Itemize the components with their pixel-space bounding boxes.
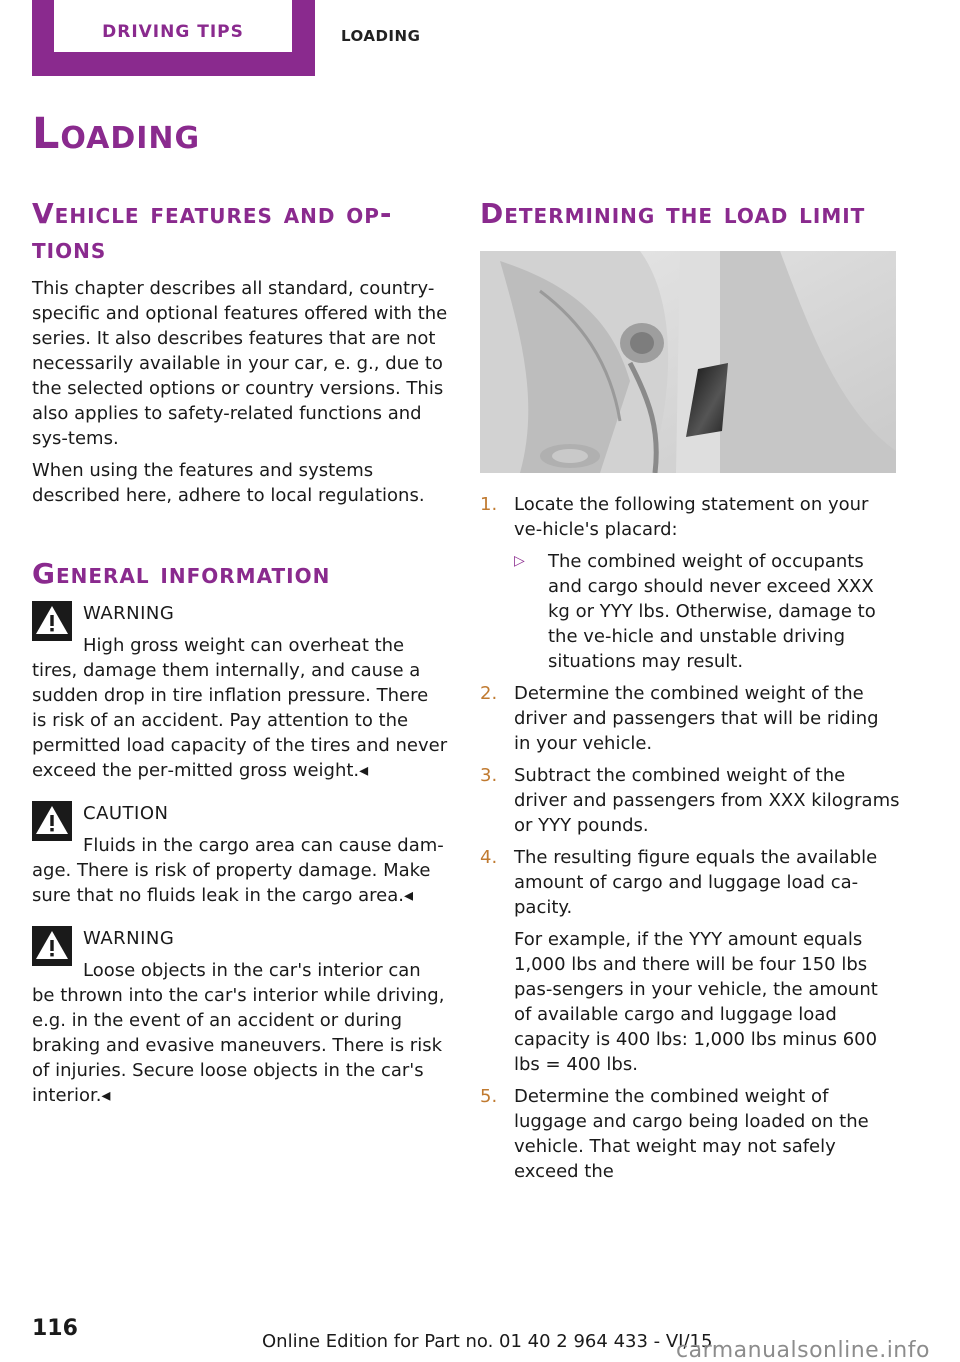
vehicle-features-paragraph-1: This chapter describes all standard, country-specific and optional features offered with the series. It also describes features that are not necessarily available in your car, e. g., due to the selected options or country versions. This also applies to safety-related functions and sys‐tems. bbox=[32, 278, 448, 449]
warning-triangle-icon bbox=[32, 601, 72, 641]
step-text: Determine the combined weight of the driver and passengers that will be riding in your vehicle. bbox=[514, 683, 879, 754]
notice-body-wrap bbox=[32, 958, 448, 1108]
right-column bbox=[480, 196, 900, 1191]
list-item bbox=[480, 763, 900, 838]
notice-label: WARNING bbox=[83, 928, 175, 949]
notice-body-wrap bbox=[32, 833, 448, 908]
notice-body: Loose objects in the car's interior can be thrown into the car's interior while driving, e.g. in the event of an accident or during braking and evasive maneuvers. There is risk of injuries. Secure loose objects in the car's interior.◂ bbox=[32, 960, 445, 1106]
step-number: 1. bbox=[480, 494, 498, 515]
notice-body-first-line-wrap bbox=[32, 633, 448, 783]
header-tab-driving-tips[interactable] bbox=[32, 0, 315, 76]
step-number: 2. bbox=[480, 683, 498, 704]
left-column bbox=[32, 196, 448, 1125]
sub-step-text: The combined weight of occupants and cargo should never exceed XXX kg or YYY lbs. Otherwise, damage to the ve‐hicle and unstable driving situations may result. bbox=[548, 551, 876, 672]
step-text: Subtract the combined weight of the driver and passengers from XXX kilograms or YYY pounds. bbox=[514, 765, 900, 836]
list-item bbox=[480, 492, 900, 674]
warning-triangle-icon bbox=[32, 926, 72, 966]
caution-notice-fluids bbox=[32, 801, 448, 908]
warning-triangle-icon bbox=[32, 801, 72, 841]
step-number: 5. bbox=[480, 1086, 498, 1107]
sub-list bbox=[514, 549, 900, 674]
notice-label: CAUTION bbox=[83, 803, 169, 824]
step-text: The resulting figure equals the available amount of cargo and luggage load ca‐pacity. bbox=[514, 847, 878, 918]
step-number: 4. bbox=[480, 847, 498, 868]
door-pillar-placard-photo bbox=[480, 251, 896, 473]
header-tab-driving-tips-label: DRIVING TIPS bbox=[102, 22, 244, 42]
step-text: Locate the following statement on your ve‐hicle's placard: bbox=[514, 494, 869, 540]
vehicle-features-heading: Vehicle features and op‐tions bbox=[32, 197, 393, 265]
notice-label: WARNING bbox=[83, 603, 175, 624]
edition-footer: Online Edition for Part no. 01 40 2 964 433 - VI/15 bbox=[262, 1331, 713, 1352]
site-watermark[interactable]: carmanualsonline.info bbox=[676, 1338, 930, 1362]
vehicle-features-paragraph-2: When using the features and systems described here, adhere to local regulations. bbox=[32, 460, 425, 506]
list-item bbox=[480, 681, 900, 756]
load-limit-heading: Determining the load limit bbox=[480, 197, 866, 230]
step-number: 3. bbox=[480, 765, 498, 786]
warning-notice-gross-weight bbox=[32, 601, 448, 783]
general-information-heading: General information bbox=[32, 557, 331, 590]
step-example: For example, if the YYY amount equals 1,000 lbs and there will be four 150 lbs pas‐sengers in your vehicle, the amount of available cargo and luggage load capacity is 400 lbs: 1,000 lbs minus 600 lbs = 400 lbs. bbox=[514, 929, 878, 1075]
triangle-bullet-icon: ▷ bbox=[514, 553, 525, 569]
header-tab-loading[interactable]: LOADING bbox=[341, 27, 421, 45]
page-number: 116 bbox=[32, 1316, 78, 1341]
load-limit-steps bbox=[480, 492, 900, 1184]
list-item bbox=[480, 845, 900, 1077]
warning-notice-loose-objects bbox=[32, 926, 448, 1108]
sub-list-item bbox=[514, 549, 900, 674]
notice-body: High gross weight can overheat the tires, damage them internally, and cause a sudden drop in tire inflation pressure. There is risk of an accident. Pay attention to the permitted load capacity of the tires and never exceed the per‐mitted gross weight.◂ bbox=[32, 635, 448, 781]
page-title: Loading bbox=[32, 109, 201, 159]
notice-body: Fluids in the cargo area can cause dam‐age. There is risk of property damage. Make sure that no fluids leak in the cargo area.◂ bbox=[32, 835, 444, 906]
header-tab-inner bbox=[54, 0, 292, 52]
list-item bbox=[480, 1084, 900, 1184]
step-text: Determine the combined weight of luggage and cargo being loaded on the vehicle. That weight may not safely exceed the bbox=[514, 1086, 869, 1182]
